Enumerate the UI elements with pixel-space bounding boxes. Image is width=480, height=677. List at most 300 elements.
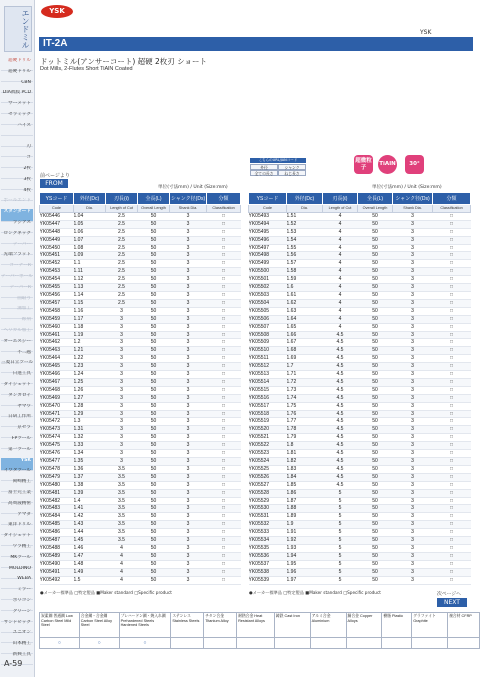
col-subheader: Length of Cut	[323, 205, 358, 213]
code-cell: YK05500	[249, 268, 287, 276]
code-cell: YK05519	[249, 418, 287, 426]
classification-cell: □	[433, 544, 471, 552]
sidebar-item[interactable]: ダイジェット	[1, 382, 33, 395]
sidebar-item[interactable]: 2枚	[1, 166, 33, 179]
table-row	[40, 378, 241, 386]
overall-length-cell: 50	[358, 537, 393, 545]
shank-dia-cell: 3	[170, 347, 207, 355]
shank-dia-cell: 3	[170, 544, 207, 552]
shank-dia-cell: 3	[393, 529, 433, 537]
cut-length-cell: 2.5	[106, 291, 138, 299]
shank-dia-cell: 3	[170, 378, 207, 386]
shank-dia-cell: 3	[393, 268, 433, 276]
sidebar-item[interactable]: 富士元工業	[1, 490, 33, 503]
sidebar-item[interactable]: 刃	[1, 144, 33, 157]
table-row	[249, 347, 471, 355]
table-row	[40, 458, 241, 466]
overall-length-cell: 50	[138, 418, 170, 426]
sidebar-item[interactable]: テーパーボール	[1, 274, 33, 287]
table-row	[40, 386, 241, 394]
cut-length-cell: 5	[323, 497, 358, 505]
code-cell: YK05529	[249, 497, 287, 505]
material-mark-cell	[448, 638, 480, 649]
code-cell: YK05533	[249, 529, 287, 537]
sidebar-item[interactable]: 面取り	[1, 296, 33, 309]
classification-cell: □	[207, 386, 241, 394]
cut-length-cell: 3.5	[106, 465, 138, 473]
dia-cell: 1.39	[74, 489, 106, 497]
sidebar-item[interactable]: 山本精工	[1, 641, 33, 654]
overall-length-cell: 50	[358, 386, 393, 394]
overall-length-cell: 50	[138, 450, 170, 458]
dia-cell: 1.11	[74, 268, 106, 276]
classification-cell: □	[433, 489, 471, 497]
overall-length-cell: 50	[138, 268, 170, 276]
overall-length-cell: 50	[138, 434, 170, 442]
classification-cell: □	[207, 489, 241, 497]
overall-length-cell: 50	[138, 339, 170, 347]
table-row	[40, 268, 241, 276]
dia-cell: 1.2	[74, 339, 106, 347]
code-cell: YK05478	[40, 465, 74, 473]
dia-cell: 1.18	[74, 323, 106, 331]
dia-cell: 1.15	[74, 299, 106, 307]
cut-length-cell: 4	[323, 291, 358, 299]
table-row	[249, 315, 471, 323]
classification-cell: □	[433, 212, 471, 220]
table-row	[40, 402, 241, 410]
classification-cell: □	[207, 371, 241, 379]
dia-cell: 1.27	[74, 394, 106, 402]
dia-cell: 1.71	[287, 371, 323, 379]
page-number: A-59	[4, 659, 23, 668]
shank-dia-cell: 3	[393, 378, 433, 386]
cut-length-cell: 5	[323, 576, 358, 584]
material-mark-cell	[171, 638, 204, 649]
table-body-left	[40, 212, 241, 584]
overall-length-cell: 50	[138, 576, 170, 584]
overall-length-cell: 50	[358, 315, 393, 323]
classification-cell: □	[433, 442, 471, 450]
code-cell: YK05463	[40, 347, 74, 355]
shank-dia-cell: 3	[393, 560, 433, 568]
code-cell: YK05527	[249, 481, 287, 489]
material-mark-cell	[204, 638, 237, 649]
cut-length-cell: 5	[323, 544, 358, 552]
code-cell: YK05485	[40, 521, 74, 529]
cut-length-cell: 4.5	[323, 418, 358, 426]
cut-length-cell: 3	[106, 418, 138, 426]
shank-dia-cell: 3	[170, 268, 207, 276]
code-cell: YK05460	[40, 323, 74, 331]
sidebar-item[interactable]: 日進工具	[1, 371, 33, 384]
sidebar-item[interactable]: タンガロイ	[1, 393, 33, 406]
overall-length-cell: 50	[358, 212, 393, 220]
sidebar-item[interactable]: 超硬ドリル	[1, 58, 33, 71]
sidebar-item[interactable]: DIA被膜 PCD	[1, 90, 33, 103]
dia-cell: 1.53	[287, 228, 323, 236]
table-row	[40, 418, 241, 426]
sidebar-item[interactable]: ラジアス	[1, 220, 33, 233]
cut-length-cell: 3	[106, 307, 138, 315]
sidebar-item[interactable]: 3枚	[1, 177, 33, 190]
sidebar-item[interactable]: 高周波精密	[1, 501, 33, 514]
classification-cell: □	[207, 307, 241, 315]
code-cell: YK05459	[40, 315, 74, 323]
sidebar-item[interactable]: セラミック	[1, 112, 33, 125]
classification-cell: □	[207, 513, 241, 521]
classification-cell: □	[433, 220, 471, 228]
table-row	[249, 339, 471, 347]
table-row	[249, 276, 471, 284]
sidebar-item[interactable]: サンドビック	[1, 620, 33, 633]
table-row	[249, 458, 471, 466]
sidebar-item[interactable]: 4枚	[1, 188, 33, 201]
dia-cell: 1.63	[287, 307, 323, 315]
shank-dia-cell: 3	[393, 284, 433, 292]
sidebar-item[interactable]: ダイジェット	[1, 533, 33, 546]
table-row	[249, 489, 471, 497]
dia-cell: 1.47	[74, 552, 106, 560]
sidebar-item[interactable]: テーパーR	[1, 285, 33, 298]
cut-length-cell: 4.5	[323, 339, 358, 347]
code-cell: YK05451	[40, 252, 74, 260]
table-row	[40, 489, 241, 497]
code-cell: YK05466	[40, 371, 74, 379]
dia-cell: 1.5	[74, 576, 106, 584]
overall-length-cell: 50	[358, 220, 393, 228]
from-button[interactable]: FROM	[40, 179, 68, 188]
dia-cell: 1.19	[74, 331, 106, 339]
sidebar-item[interactable]: 岡崎精工	[1, 479, 33, 492]
col-subheader: Overall Length	[138, 205, 170, 213]
sidebar-item[interactable]: 不二越	[1, 350, 33, 363]
shank-dia-cell: 3	[170, 410, 207, 418]
overall-length-cell: 50	[358, 560, 393, 568]
table-row	[40, 299, 241, 307]
overall-length-cell: 50	[138, 220, 170, 228]
overall-length-cell: 50	[358, 268, 393, 276]
cut-length-cell: 4.5	[323, 473, 358, 481]
sidebar-item[interactable]: グリーン	[1, 609, 33, 622]
classification-cell: □	[207, 339, 241, 347]
table-row	[40, 481, 241, 489]
code-cell: YK05516	[249, 394, 287, 402]
code-cell: YK05530	[249, 505, 287, 513]
code-cell: YK05474	[40, 434, 74, 442]
dia-cell: 1.44	[74, 529, 106, 537]
code-cell: YK05494	[249, 220, 287, 228]
overall-length-cell: 50	[138, 228, 170, 236]
dia-cell: 1.4	[74, 497, 106, 505]
sidebar-item[interactable]: MOLDINO	[1, 566, 33, 579]
sidebar-item[interactable]: ユニオン	[1, 630, 33, 643]
material-header-cell: プレハードン鋼・焼入れ鋼 Prehardened Steels Hardened Steels	[119, 613, 171, 638]
shank-dia-cell: 3	[170, 552, 207, 560]
code-cell: YK05489	[40, 552, 74, 560]
dia-cell: 1.93	[287, 544, 323, 552]
table-row	[249, 513, 471, 521]
code-cell: YK05452	[40, 260, 74, 268]
sidebar-item[interactable]: テーパー	[1, 242, 33, 255]
code-cell: YK05507	[249, 323, 287, 331]
table-row	[40, 426, 241, 434]
sidebar-item[interactable]: 京セラ	[1, 425, 33, 438]
code-cell: YK05450	[40, 244, 74, 252]
sidebar-item[interactable]: FPツール	[1, 436, 33, 449]
code-cell: YK05491	[40, 568, 74, 576]
dia-cell: 1.1	[74, 260, 106, 268]
cut-length-cell: 2.5	[106, 220, 138, 228]
overall-length-cell: 50	[358, 442, 393, 450]
code-cell: YK05454	[40, 276, 74, 284]
sidebar-item[interactable]: ミラー	[1, 587, 33, 600]
dia-cell: 1.06	[74, 228, 106, 236]
code-cell: YK05515	[249, 386, 287, 394]
dia-cell: 1.3	[74, 418, 106, 426]
code-cell: YK05531	[249, 513, 287, 521]
cut-length-cell: 2.5	[106, 236, 138, 244]
table-row	[249, 355, 471, 363]
dia-cell: 1.42	[74, 513, 106, 521]
overall-length-cell: 50	[358, 410, 393, 418]
legend-header: こちらのURL/JANコード	[250, 158, 306, 163]
table-row	[40, 355, 241, 363]
sidebar-item[interactable]: 溝加工	[1, 306, 33, 319]
dia-cell: 1.16	[74, 307, 106, 315]
shank-dia-cell: 3	[170, 323, 207, 331]
material-header-cell: 樹脂 Plastic	[382, 613, 412, 638]
sidebar-item[interactable]: MKツール	[1, 555, 33, 568]
product-title-jp: ドットミル(アンサーコート) 超硬 2枚刃 ショート	[40, 57, 208, 66]
cut-length-cell: 2.5	[106, 244, 138, 252]
shank-dia-cell: 3	[170, 299, 207, 307]
material-header-cell: グラファイト Graphite	[412, 613, 448, 638]
sidebar-item[interactable]: 新興工具	[1, 652, 33, 665]
table-row	[249, 529, 471, 537]
table-row	[249, 576, 471, 584]
shank-dia-cell: 3	[170, 568, 207, 576]
cut-length-cell: 4	[323, 236, 358, 244]
cut-length-cell: 3.5	[106, 537, 138, 545]
material-header-cell: 炭素鋼 普通鋼 Low Carbon Steel Mild Steel	[40, 613, 80, 638]
dia-cell: 1.94	[287, 552, 323, 560]
classification-cell: □	[433, 268, 471, 276]
table-row	[249, 331, 471, 339]
dia-cell: 1.14	[74, 291, 106, 299]
overall-length-cell: 50	[358, 355, 393, 363]
table-row	[40, 339, 241, 347]
classification-cell: □	[207, 394, 241, 402]
dia-cell: 1.87	[287, 497, 323, 505]
cut-length-cell: 4.5	[323, 434, 358, 442]
shank-dia-cell: 3	[170, 315, 207, 323]
shank-dia-cell: 3	[170, 228, 207, 236]
code-cell: YK05524	[249, 458, 287, 466]
shank-dia-cell: 3	[393, 307, 433, 315]
shank-dia-cell: 3	[393, 220, 433, 228]
classification-cell: □	[207, 434, 241, 442]
cut-length-cell: 3	[106, 339, 138, 347]
cut-length-cell: 4	[106, 552, 138, 560]
code-cell: YK05526	[249, 473, 287, 481]
sidebar-item[interactable]: スタンダード	[1, 209, 33, 222]
table-row	[40, 228, 241, 236]
classification-cell: □	[207, 473, 241, 481]
overall-length-cell: 50	[358, 497, 393, 505]
to-next-page-label: 次ページへ	[437, 592, 461, 597]
next-button[interactable]: NEXT	[437, 598, 467, 607]
cut-length-cell: 3	[106, 386, 138, 394]
classification-cell: □	[433, 252, 471, 260]
code-cell: YK05508	[249, 331, 287, 339]
table-row	[40, 537, 241, 545]
shank-dia-cell: 3	[393, 394, 433, 402]
dia-cell: 1.37	[74, 473, 106, 481]
legend-cell: 外径	[250, 164, 278, 170]
dia-cell: 1.26	[74, 386, 106, 394]
dia-cell: 1.36	[74, 465, 106, 473]
overall-length-cell: 50	[358, 544, 393, 552]
shank-dia-cell: 3	[393, 450, 433, 458]
code-cell: YK05504	[249, 299, 287, 307]
cut-length-cell: 4	[106, 576, 138, 584]
classification-cell: □	[433, 481, 471, 489]
table-row	[249, 568, 471, 576]
overall-length-cell: 50	[138, 465, 170, 473]
table-row	[249, 410, 471, 418]
dia-cell: 1.49	[74, 568, 106, 576]
sidebar-item[interactable]: コーナーR	[1, 263, 33, 276]
sidebar-item[interactable]: コ	[1, 155, 33, 168]
sidebar-item[interactable]: CBN	[1, 80, 33, 93]
shank-dia-cell: 3	[393, 552, 433, 560]
dia-cell: 1.83	[287, 465, 323, 473]
dia-cell: 1.28	[74, 402, 106, 410]
overall-length-cell: 50	[138, 442, 170, 450]
code-cell: YK05473	[40, 426, 74, 434]
cut-length-cell: 3	[106, 458, 138, 466]
classification-cell: □	[433, 236, 471, 244]
sidebar-item[interactable]: WEBA	[1, 576, 33, 589]
shank-dia-cell: 3	[170, 355, 207, 363]
code-cell: YK05499	[249, 260, 287, 268]
overall-length-cell: 50	[358, 307, 393, 315]
classification-cell: □	[207, 331, 241, 339]
sidebar-item[interactable]: ワラ精工	[1, 544, 33, 557]
shank-dia-cell: 3	[393, 323, 433, 331]
classification-cell: □	[207, 323, 241, 331]
shank-dia-cell: 3	[170, 505, 207, 513]
dia-cell: 1.66	[287, 331, 323, 339]
table-row	[40, 434, 241, 442]
col-header-classification: 分類	[207, 193, 241, 205]
material-mark-row	[40, 638, 480, 649]
sidebar-item[interactable]: 先端フラット	[1, 252, 33, 265]
table-row	[40, 244, 241, 252]
sidebar-item[interactable]: 三菱日立ツール	[1, 360, 33, 373]
classification-cell: □	[207, 442, 241, 450]
overall-length-cell: 50	[138, 537, 170, 545]
col-header-shank-dia: シャンク径(Ds)	[170, 193, 207, 205]
dia-cell: 1.72	[287, 378, 323, 386]
code-cell: YK05464	[40, 355, 74, 363]
dia-cell: 1.76	[287, 410, 323, 418]
table-row	[40, 505, 241, 513]
legend-footnote-right: ●メーカー標準品 □特定製品 ■Maker standard □Specific product	[249, 590, 381, 595]
sidebar-item[interactable]: 彫刻	[1, 317, 33, 330]
col-header-shank-dia: シャンク径(Ds)	[393, 193, 433, 205]
dia-cell: 1.77	[287, 418, 323, 426]
overall-length-cell: 50	[358, 521, 393, 529]
cut-length-cell: 4.5	[323, 450, 358, 458]
cut-length-cell: 3	[106, 331, 138, 339]
classification-cell: □	[433, 497, 471, 505]
overall-length-cell: 50	[358, 513, 393, 521]
sidebar-item[interactable]: 東洋ドリル	[1, 522, 33, 535]
sidebar-item[interactable]: 日研工作所	[1, 414, 33, 427]
classification-cell: □	[207, 252, 241, 260]
code-cell: YK05521	[249, 434, 287, 442]
overall-length-cell: 50	[138, 284, 170, 292]
sidebar-item[interactable]: オーエスジー	[1, 339, 33, 352]
dia-cell: 1.33	[74, 442, 106, 450]
classification-cell: □	[207, 402, 241, 410]
sidebar-item[interactable]: ヘリカル加工	[1, 328, 33, 341]
sidebar-item[interactable]: アマダ	[1, 512, 33, 525]
classification-cell: □	[433, 505, 471, 513]
sidebar-item[interactable]: ポリゴン	[1, 598, 33, 611]
table-row	[249, 252, 471, 260]
material-mark-cell	[237, 638, 275, 649]
sidebar-item[interactable]: イワタツール	[1, 468, 33, 481]
table-row	[249, 371, 471, 379]
sidebar-item[interactable]: ボールエンド	[1, 198, 33, 211]
shank-dia-cell: 3	[170, 418, 207, 426]
material-mark-cell	[382, 638, 412, 649]
sidebar-item[interactable]: 第一ツール	[1, 447, 33, 460]
col-header-code: YSコード	[40, 193, 74, 205]
classification-cell: □	[207, 465, 241, 473]
code-cell: YK05470	[40, 402, 74, 410]
shank-dia-cell: 3	[393, 568, 433, 576]
ysk-logo: YSK	[41, 5, 73, 18]
sidebar-item[interactable]: ロングネック	[1, 231, 33, 244]
classification-cell: □	[207, 260, 241, 268]
cut-length-cell: 4	[323, 244, 358, 252]
sidebar-item[interactable]: 超硬ドリル	[1, 69, 33, 82]
table-row	[249, 228, 471, 236]
code-cell: YK05522	[249, 442, 287, 450]
table-row	[40, 371, 241, 379]
cut-length-cell: 4.5	[323, 363, 358, 371]
code-cell: YK05455	[40, 284, 74, 292]
sidebar-item[interactable]: ハイス	[1, 123, 33, 136]
sidebar-item[interactable]: サーメット	[1, 101, 33, 114]
sidebar-item[interactable]: YSK	[1, 458, 33, 471]
shank-dia-cell: 3	[170, 394, 207, 402]
table-row	[249, 284, 471, 292]
sidebar-item[interactable]: ヤマワ	[1, 404, 33, 417]
overall-length-cell: 50	[138, 458, 170, 466]
shank-dia-cell: 3	[170, 513, 207, 521]
classification-cell: □	[433, 576, 471, 584]
overall-length-cell: 50	[138, 363, 170, 371]
overall-length-cell: 50	[138, 347, 170, 355]
shank-dia-cell: 3	[393, 236, 433, 244]
table-row	[40, 442, 241, 450]
table-row	[249, 323, 471, 331]
